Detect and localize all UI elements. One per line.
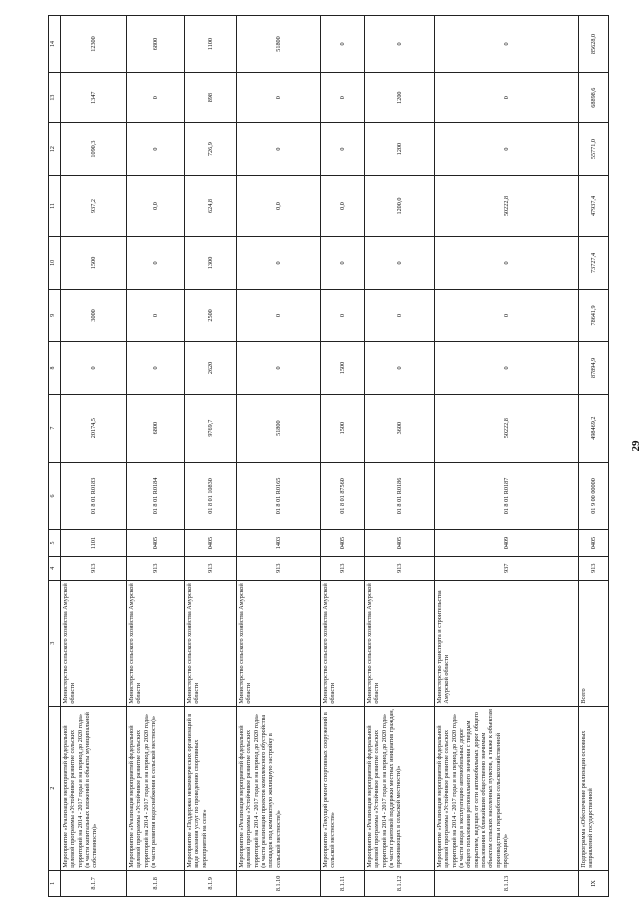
responsible: Министерство сельского хозяйства Амурской области: [127, 580, 185, 706]
value-cell: 12300: [61, 16, 127, 73]
rzpr-code: 1101: [61, 530, 127, 556]
value-cell: 1300: [185, 237, 237, 290]
value-total: 498469,2: [579, 394, 609, 462]
col-num: 13: [49, 72, 61, 122]
csr-code: 01 8 01 10830: [185, 462, 237, 530]
col-num: 10: [49, 237, 61, 290]
csr-code: 01 8 01 R0183: [61, 462, 127, 530]
col-num: 12: [49, 123, 61, 176]
value-cell: 0: [237, 237, 321, 290]
value-total: 6800: [127, 394, 185, 462]
rzpr-code: 0405: [127, 530, 185, 556]
value-cell: 2620: [185, 342, 237, 395]
row-number: 8.1.9: [185, 870, 237, 896]
value-cell: 898: [185, 72, 237, 122]
value-cell: 1500: [321, 342, 365, 395]
rzpr-code: 0405: [321, 530, 365, 556]
col-num: 4: [49, 556, 61, 580]
value-total: 20174,5: [61, 394, 127, 462]
csr-code: 01 8 01 R0187: [435, 462, 579, 530]
value-cell: 0: [321, 72, 365, 122]
value-cell: 0: [435, 237, 579, 290]
table-row: [61, 16, 127, 897]
value-cell: 0: [127, 237, 185, 290]
csr-code: 01 9 00 00000: [579, 462, 609, 530]
value-cell: 0: [321, 123, 365, 176]
value-cell: 1500: [61, 237, 127, 290]
value-cell: 47937,4: [579, 175, 609, 236]
value-cell: 0: [127, 123, 185, 176]
table-row: [321, 16, 365, 897]
responsible: Министерство сельского хозяйства Амурской области: [237, 580, 321, 706]
col-num: 14: [49, 16, 61, 73]
value-total: 51800: [237, 394, 321, 462]
value-cell: 0: [61, 342, 127, 395]
value-cell: 0: [127, 342, 185, 395]
col-num: 7: [49, 394, 61, 462]
value-cell: 2500: [185, 289, 237, 342]
value-total: 9769,7: [185, 394, 237, 462]
measure-name: Мероприятие «Реализация мероприятий федеральной целевой программы «Устойчивое развитие сельских территорий на 2014 - 2017 годы и на период до 2020 года» (в части развития водоснабжения в сельской местности)»: [127, 706, 185, 870]
grbs-code: 913: [579, 556, 609, 580]
col-num: 1: [49, 870, 61, 896]
value-cell: 1090,3: [61, 123, 127, 176]
value-cell: 87894,9: [579, 342, 609, 395]
grbs-code: 913: [127, 556, 185, 580]
table-row: [185, 16, 237, 897]
grbs-code: 937: [435, 556, 579, 580]
measure-name: Мероприятие «Текущий ремонт спортивных сооружений в сельской местности»: [321, 706, 365, 870]
col-num: 8: [49, 342, 61, 395]
row-number: 8.1.13: [435, 870, 579, 896]
budget-table: [48, 15, 609, 897]
value-cell: 0: [435, 16, 579, 73]
measure-name: Мероприятие «Реализация мероприятий федеральной целевой программы «Устойчивое развитие сельских территорий на 2014 - 2017 годы и на период до 2020 года» (в части капитальных вложений в объекты муниципальной собственности)»: [61, 706, 127, 870]
value-cell: 0: [435, 123, 579, 176]
value-cell: 51800: [237, 16, 321, 73]
row-number: 8.1.11: [321, 870, 365, 896]
col-num: 11: [49, 175, 61, 236]
col-num: 3: [49, 580, 61, 706]
rzpr-code: 0405: [579, 530, 609, 556]
csr-code: 01 8 01 R0165: [237, 462, 321, 530]
measure-name: Мероприятие «Реализация мероприятий федеральной целевой программы «Устойчивое развитие сельских территорий на 2014 - 2017 годы и на период до 2020 года» (в части грантовой поддержки местных инициатив граждан, проживающих в сельской местности)»: [365, 706, 435, 870]
value-cell: 50222,8: [435, 175, 579, 236]
measure-name: Мероприятие «Поддержка некоммерческих организаций в виде оказания услуг по проведению спортивных мероприятий на селе»: [185, 706, 237, 870]
value-cell: 0: [127, 72, 185, 122]
column-number-row: [49, 16, 61, 897]
grbs-code: 913: [365, 556, 435, 580]
value-cell: 55771,0: [579, 123, 609, 176]
value-cell: 0,0: [127, 175, 185, 236]
col-num: 5: [49, 530, 61, 556]
value-total: 1500: [321, 394, 365, 462]
grbs-code: 913: [185, 556, 237, 580]
csr-code: 01 8 01 R0184: [127, 462, 185, 530]
row-number: 8.1.7: [61, 870, 127, 896]
value-cell: 0,0: [237, 175, 321, 236]
value-cell: 85628,0: [579, 16, 609, 73]
responsible: Всего: [579, 580, 609, 706]
value-cell: 0: [237, 289, 321, 342]
row-number: 8.1.10: [237, 870, 321, 896]
responsible: Министерство транспорта и строительства Амурской области: [435, 580, 579, 706]
value-cell: 0,0: [321, 175, 365, 236]
responsible: Министерство сельского хозяйства Амурской области: [365, 580, 435, 706]
value-cell: 0: [365, 16, 435, 73]
value-cell: 1100: [185, 16, 237, 73]
value-cell: 0: [321, 237, 365, 290]
row-number: 8.1.8: [127, 870, 185, 896]
measure-name: Мероприятие «Реализация мероприятий федеральной целевой программы «Устойчивое развитие сельских территорий на 2014 - 2017 годы и на период до 2020 года» (в части ввода в эксплуатацию автомобильных дорог общего пользования регионального значения с твердым покрытием, ведущих от сети автомобильных дорог общего пользования к ближайшим общественно значимым объектам сельских населенных пунктов, а также к объектам производства и переработки сельскохозяйственной продукции)»: [435, 706, 579, 870]
grbs-code: 913: [321, 556, 365, 580]
value-cell: 1347: [61, 72, 127, 122]
value-cell: 726,9: [185, 123, 237, 176]
value-cell: 0: [321, 16, 365, 73]
responsible: Министерство сельского хозяйства Амурской области: [61, 580, 127, 706]
table-row: [237, 16, 321, 897]
rzpr-code: 0405: [185, 530, 237, 556]
grbs-code: 913: [61, 556, 127, 580]
value-cell: 0: [237, 123, 321, 176]
value-cell: 1200,0: [365, 175, 435, 236]
csr-code: 01 8 01 R0186: [365, 462, 435, 530]
value-total: 3600: [365, 394, 435, 462]
value-cell: 0: [321, 289, 365, 342]
value-cell: 0: [435, 289, 579, 342]
rzpr-code: 1403: [237, 530, 321, 556]
col-num: 2: [49, 706, 61, 870]
rzpr-code: 0409: [435, 530, 579, 556]
row-number: IX: [579, 870, 609, 896]
value-cell: 0: [237, 72, 321, 122]
value-cell: 0: [365, 289, 435, 342]
value-cell: 0: [365, 342, 435, 395]
table-row: [365, 16, 435, 897]
col-num: 9: [49, 289, 61, 342]
value-cell: 0: [435, 72, 579, 122]
col-num: 6: [49, 462, 61, 530]
value-cell: 68898,6: [579, 72, 609, 122]
responsible: Министерство сельского хозяйства Амурской области: [185, 580, 237, 706]
table-row: [435, 16, 579, 897]
value-cell: 0: [237, 342, 321, 395]
row-number: 8.1.12: [365, 870, 435, 896]
value-cell: 0: [435, 342, 579, 395]
value-cell: 3000: [61, 289, 127, 342]
page-number: 29: [630, 440, 642, 452]
responsible: Министерство сельского хозяйства Амурской области: [321, 580, 365, 706]
value-cell: 0: [365, 237, 435, 290]
value-cell: 1200: [365, 72, 435, 122]
value-cell: 624,8: [185, 175, 237, 236]
value-cell: 78641,9: [579, 289, 609, 342]
value-cell: 0: [127, 289, 185, 342]
table-row: [127, 16, 185, 897]
value-cell: 6800: [127, 16, 185, 73]
value-cell: 1200: [365, 123, 435, 176]
value-cell: 73727,4: [579, 237, 609, 290]
measure-name: Подпрограмма «Обеспечение реализации основных направлений государственной: [579, 706, 609, 870]
value-total: 50222,8: [435, 394, 579, 462]
rotated-table-wrapper: [48, 15, 608, 897]
table-row: [579, 16, 609, 897]
measure-name: Мероприятие «Реализация мероприятий федеральной целевой программы «Устойчивое развитие сельских территорий на 2014 - 2017 годы и на период до 2020 года» (в части реализации проектов комплексного обустройства площадок под компактную жилищную застройку в сельской местности)»: [237, 706, 321, 870]
rzpr-code: 0405: [365, 530, 435, 556]
value-cell: 937,2: [61, 175, 127, 236]
grbs-code: 913: [237, 556, 321, 580]
csr-code: 01 8 01 87560: [321, 462, 365, 530]
